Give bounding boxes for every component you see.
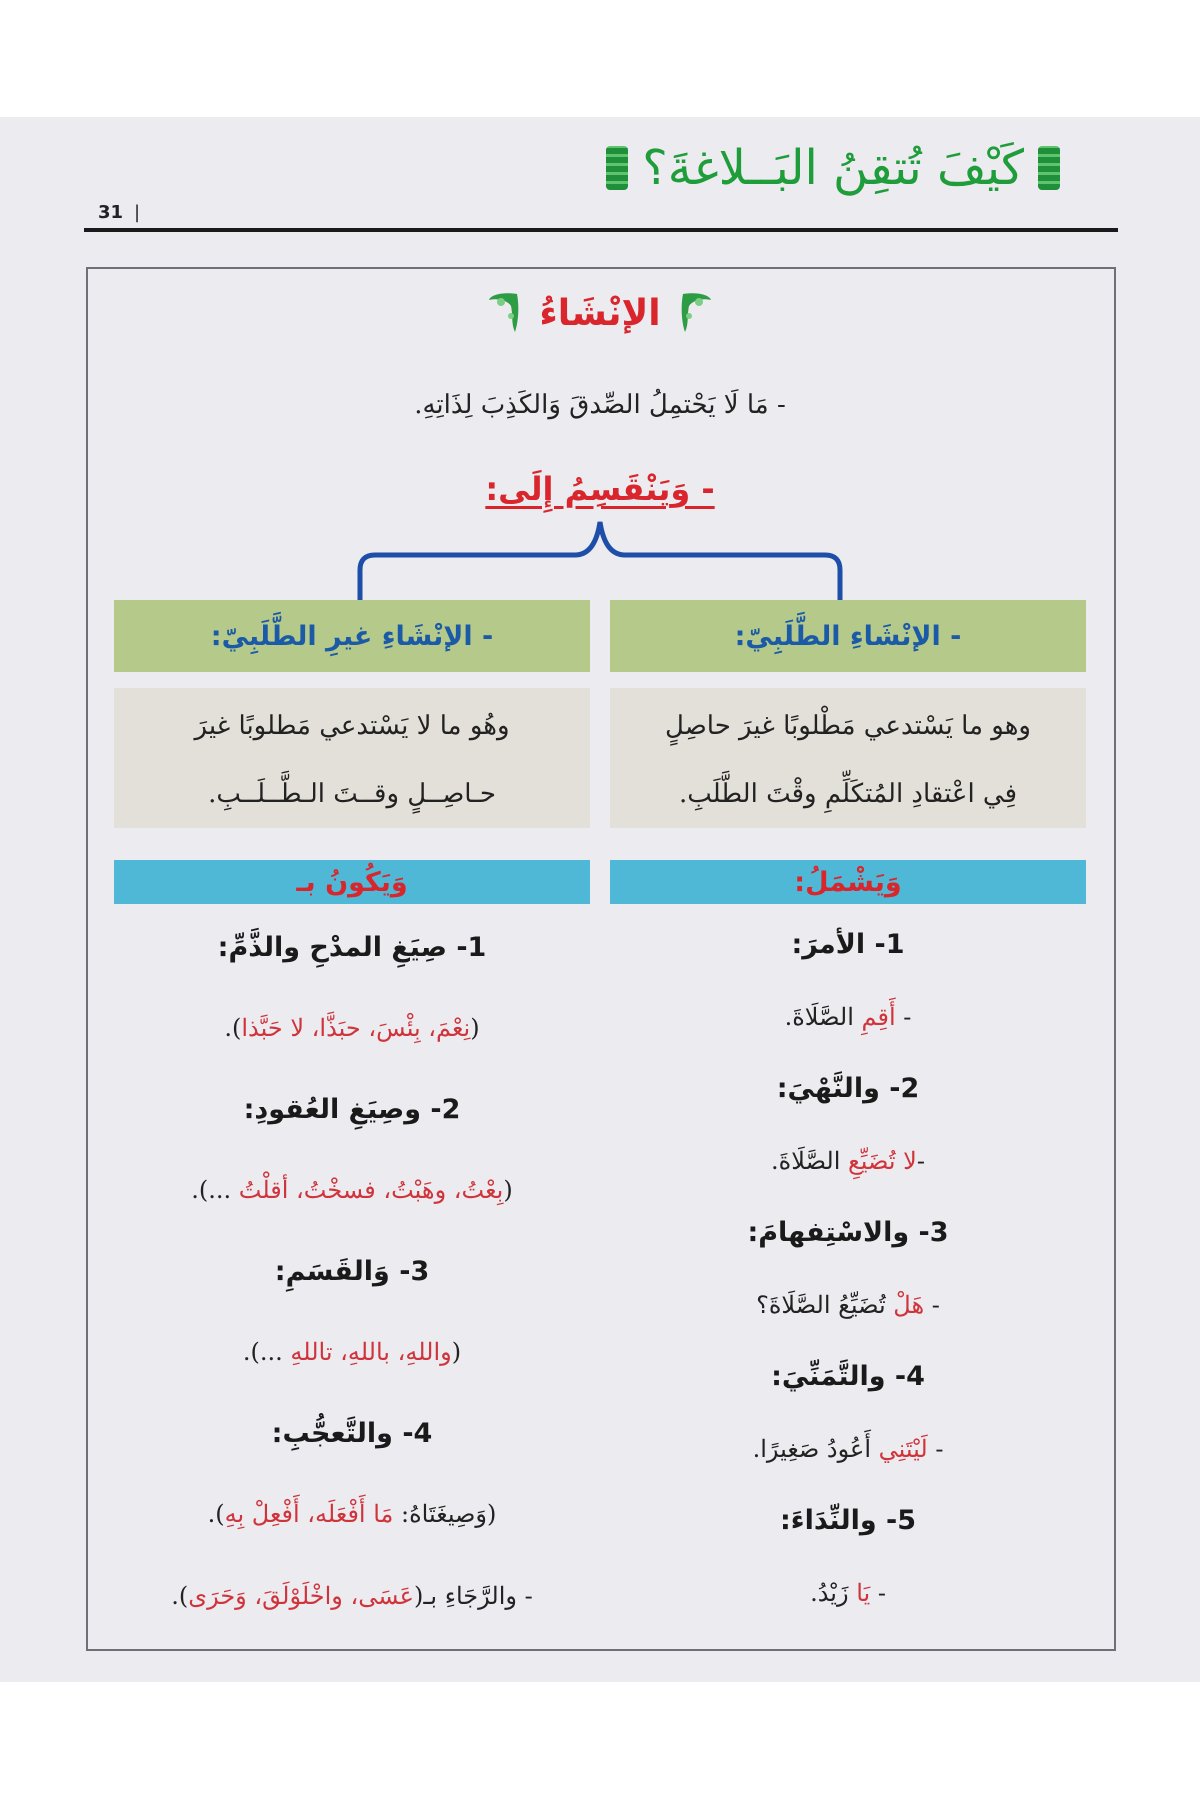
- left-column-description: [114, 688, 590, 828]
- page-number: 31: [98, 202, 124, 223]
- list-item-title: 2- والنَّهْيَ:: [776, 1073, 920, 1104]
- right-column-description: [610, 688, 1086, 828]
- description-line: وهو ما يَسْتدعي مَطْلوبًا غيرَ حاصِلٍ: [665, 711, 1031, 741]
- right-column-bar: [610, 860, 1086, 904]
- list-item-example: - أَقِمِ الصَّلَاةَ.: [784, 1003, 912, 1031]
- section-heading: [0, 290, 1200, 336]
- right-column-heading: [610, 600, 1086, 672]
- list-item-example: -لا تُضَيِّعِ الصَّلَاةَ.: [771, 1147, 925, 1175]
- list-item-example: - هَلْ تُضَيِّعُ الصَّلَاةَ؟: [756, 1291, 940, 1319]
- right-column-heading-text: - الإنْشَاءِ الطَّلَبِيّ:: [734, 620, 962, 652]
- list-item-title: 4- والتَّمَنِّيَ:: [771, 1361, 925, 1392]
- list-item-title: 2- وصِيَغِ العُقودِ:: [243, 1094, 461, 1125]
- list-item-title: 1- صِيَغِ المدْحِ والذَّمِّ:: [217, 932, 487, 963]
- leaf-ornament-icon: [679, 290, 715, 336]
- description-line: فِي اعْتقادِ المُتكَلِّمِ وقْتَ الطَّلَبِ.: [678, 779, 1018, 809]
- list-item-title: 4- والتَّعجُّبِ:: [271, 1418, 433, 1449]
- left-items-list: [114, 915, 590, 1645]
- list-item-title: 5- والنِّدَاءَ:: [779, 1505, 917, 1536]
- book-title: [606, 140, 1060, 196]
- divides-label: [0, 470, 1200, 508]
- hope-verbs-line: - والرَّجَاءِ بـ(عَسَى، واخْلَوْلَقَ، وَحَرَى).: [171, 1582, 533, 1610]
- page-number-separator: |: [134, 202, 141, 223]
- right-items-list: [610, 915, 1086, 1635]
- left-column-bar: [114, 860, 590, 904]
- left-column-heading: [114, 600, 590, 672]
- section-title: الإنْشَاءُ: [539, 292, 661, 334]
- left-bar-label: وَيَكُونُ بـ: [296, 866, 408, 898]
- divides-label-text: - وَيَنْقَسِمُ إِلَى:: [485, 470, 715, 508]
- list-item-example: - لَيْتَنِي أَعُودُ صَغِيرًا.: [752, 1435, 944, 1463]
- list-item-title: 3- والاسْتِفهامَ:: [747, 1217, 949, 1248]
- list-item-example: (بِعْتُ، وهَبْتُ، فسخْتُ، أقلْتُ ...).: [191, 1176, 513, 1204]
- list-item-example: (وَصِيغَتَاهُ: مَا أَفْعَلَه، أَفْعِلْ بِهِ).: [207, 1500, 497, 1528]
- list-item-title: 1- الأمرَ:: [791, 929, 905, 960]
- description-line: وهُو ما لا يَسْتدعي مَطلوبًا غيرَ: [194, 711, 510, 741]
- header-rule: [84, 228, 1118, 232]
- list-item-example: (نِعْمَ، بِئْسَ، حبَذَّا، لا حَبَّذا).: [224, 1014, 480, 1042]
- list-item-title: 3- وَالقَسَمِ:: [274, 1256, 430, 1287]
- left-column-heading-text: - الإنْشَاءِ غيرِ الطَّلَبِيّ:: [210, 620, 494, 652]
- ornament-icon: [606, 146, 628, 190]
- leaf-ornament-icon: [485, 290, 521, 336]
- list-item-example: (واللهِ، باللهِ، تاللهِ ...).: [242, 1338, 462, 1366]
- definition-text: - مَا لَا يَحْتمِلُ الصِّدقَ وَالكَذِبَ لِذَاتِهِ.: [414, 390, 786, 420]
- curly-brace-icon: [350, 510, 850, 605]
- list-item-example: - يَا زَيْدُ.: [810, 1579, 886, 1607]
- description-line: حـاصِــلٍ وقــتَ الـطَّــلَــبِ.: [208, 779, 496, 809]
- right-bar-label: وَيَشْمَلُ:: [794, 866, 902, 898]
- ornament-icon: [1038, 146, 1060, 190]
- book-title-text: كَيْفَ تُتقِنُ البَــلاغةَ؟: [642, 140, 1024, 196]
